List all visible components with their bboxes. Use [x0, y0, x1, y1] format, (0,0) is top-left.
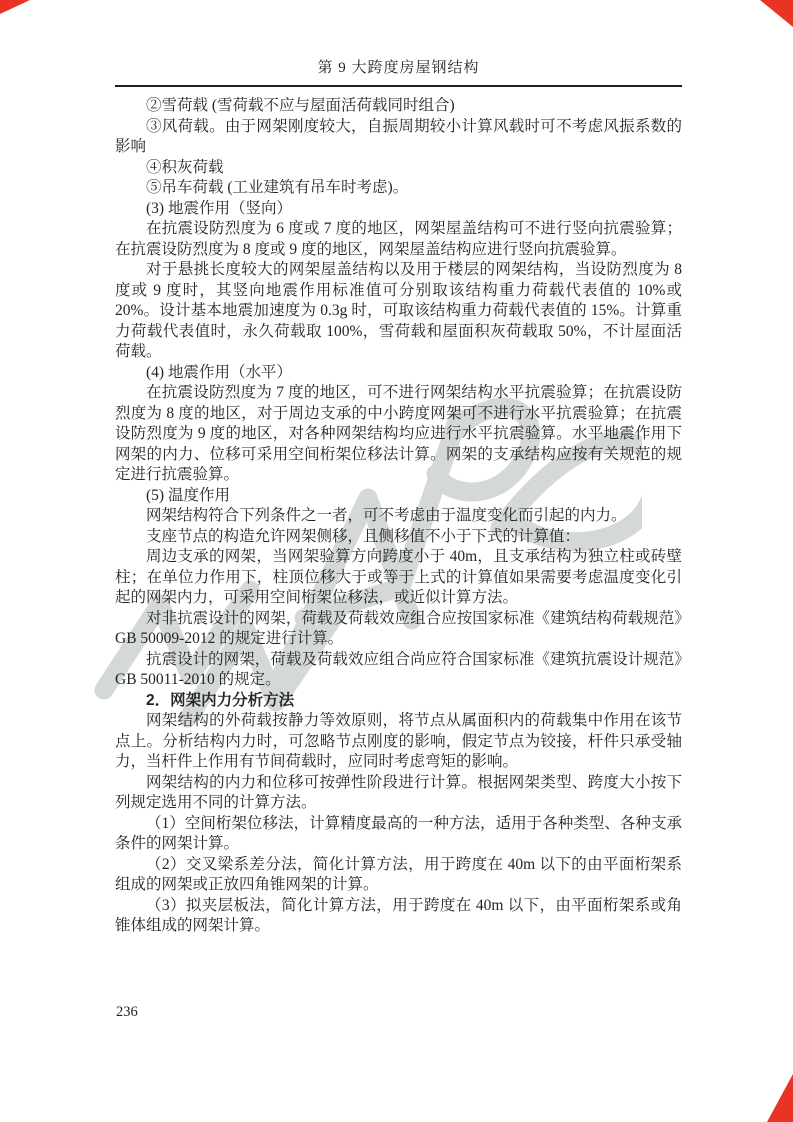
- corner-mark-top-right: [760, 0, 793, 27]
- list-item: ②雪荷载 (雪荷载不应与屋面活荷载同时组合): [146, 97, 455, 114]
- paragraph: （2）交叉梁系差分法，简化计算方法，用于跨度在 40m 以下的由平面桁架系组成的网架或正放四角锥网架的计算。: [115, 855, 682, 893]
- list-item: (4) 地震作用（水平）: [146, 363, 292, 381]
- page-header: [115, 56, 682, 87]
- paragraph: 对于悬挑长度较大的网架屋盖结构以及用于楼层的网架结构，当设防烈度为 8 度或 9 度时，其竖向地震作用标准值可分别取该结构重力荷载代表值的 10%或 20%。设计基本地震加速度为 0.3g 时，可取该结构重力荷载代表值的 15%。计算重力荷载代表值时，永久荷载取 100%，雪荷载和屋面积灰荷载取 50%，不计屋面活荷载。: [115, 261, 682, 360]
- page-body: [115, 96, 682, 937]
- paragraph: 支座节点的构造允许网架侧移，且侧移值不小于下式的计算值：: [146, 527, 581, 545]
- paragraph: 在抗震设防烈度为 6 度或 7 度的地区，网架屋盖结构可不进行竖向抗震验算；在抗震设防烈度为 8 度或 9 度的地区，网架屋盖结构应进行竖向抗震验算。: [115, 220, 682, 258]
- page-number: 236: [116, 1004, 138, 1020]
- corner-mark-bottom-right: [767, 1074, 793, 1122]
- list-item: (5) 温度作用: [146, 486, 230, 504]
- paragraph: （3）拟夹层板法，简化计算方法，用于跨度在 40m 以下，由平面桁架系或角锥体组成的网架计算。: [115, 896, 682, 934]
- paragraph: （1）空间桁架位移法，计算精度最高的一种方法，适用于各种类型、各种支承条件的网架计算。: [115, 814, 682, 852]
- section-heading: 2．网架内力分析方法: [146, 691, 295, 709]
- corner-mark-top-left: [0, 0, 30, 14]
- paragraph: 在抗震设防烈度为 7 度的地区，可不进行网架结构水平抗震验算；在抗震设防烈度为 8 度的地区，对于周边支承的中小跨度网架可不进行水平抗震验算；在抗震设防烈度为 9 度的地区，对各种网架结构均应进行水平抗震验算。水平地震作用下网架的内力、位移可采用空间桁架位移法计算。网架的支承结构应按有关规范的规定进行抗震验算。: [115, 384, 682, 483]
- list-item: (3) 地震作用（竖向）: [146, 199, 292, 217]
- list-item: ④积灰荷载: [146, 158, 224, 176]
- paragraph: 网架结构符合下列条件之一者，可不考虑由于温度变化而引起的内力。: [146, 507, 627, 524]
- page-footer: [116, 1004, 138, 1021]
- paragraph: 网架结构的外荷载按静力等效原则，将节点从属面积内的荷载集中作用在该节点上。分析结构内力时，可忽略节点刚度的影响，假定节点为铰接，杆件只承受轴力，当杆件上作用有节间荷载时，应同时考虑弯矩的影响。: [115, 712, 682, 770]
- list-item: ③风荷载。由于网架刚度较大，自振周期较小计算风载时可不考虑风振系数的影响: [115, 117, 682, 155]
- paragraph: 对非抗震设计的网架，荷载及荷载效应组合应按国家标准《建筑结构荷载规范》GB 50009-2012 的规定进行计算。: [115, 609, 682, 647]
- list-item: ⑤吊车荷载 (工业建筑有吊车时考虑)。: [146, 179, 409, 196]
- paragraph: 网架结构的内力和位移可按弹性阶段进行计算。根据网架类型、跨度大小按下列规定选用不同的计算方法。: [115, 773, 682, 811]
- paragraph: 抗震设计的网架，荷载及荷载效应组合尚应符合国家标准《建筑抗震设计规范》GB 50011-2010 的规定。: [115, 650, 682, 688]
- paragraph: 周边支承的网架，当网架验算方向跨度小于 40m，且支承结构为独立柱或砖壁柱；在单位力作用下，柱顶位移大于或等于上式的计算值如果需要考虑温度变化引起的网架内力，可采用空间桁架位移法，或近似计算方法。: [115, 548, 682, 606]
- chapter-title: 第 9 大跨度房屋钢结构: [317, 60, 480, 76]
